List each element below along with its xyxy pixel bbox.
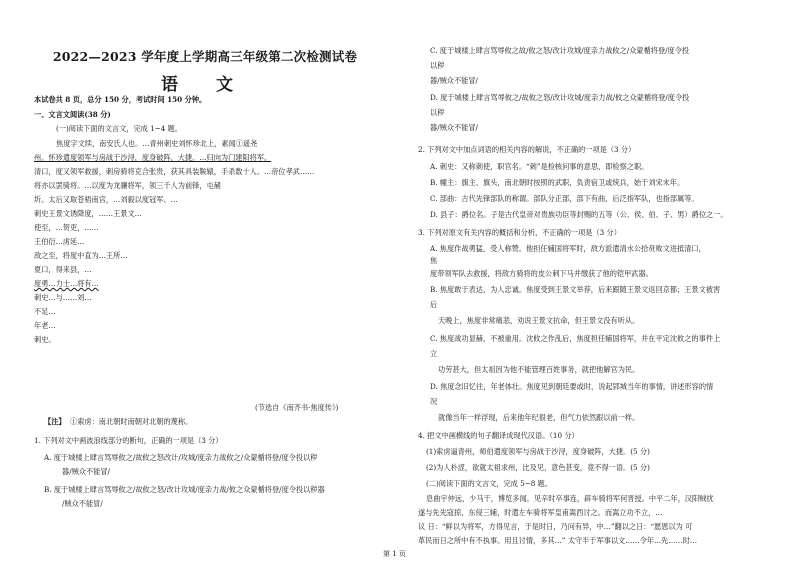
option-d-cont: 器/贼众不能冒/ bbox=[430, 123, 478, 132]
option-c: C. 部曲：古代先锋部队的称谓。部队分正部，部下有曲，后泛指军队，也指部属等。 bbox=[430, 194, 699, 203]
note-text: ①索虏：南北朝时南朝对北朝的蔑称。 bbox=[70, 417, 193, 426]
passage-line: 圻。太后又取苍梧南宫，…刘毅以度冠军、… bbox=[34, 195, 178, 204]
option-b-cont: 天晚上，焦度非常痛悲，劝说王景文抗命，但王景文没有听从。 bbox=[438, 316, 640, 325]
exam-notice: 本试卷共 8 页，总分 150 分，考试时间 150 分钟。 bbox=[34, 95, 207, 104]
part-heading: (二)阅读下面的文言文，完成 5~8 题。 bbox=[426, 479, 552, 488]
passage-line: 州。怀珍遣度领军与房战于沙浔，度身破阵，大捷。…归向为门建阳将军。 bbox=[34, 153, 272, 162]
passage-line: 刺史…与……刘… bbox=[34, 293, 92, 302]
option-c: C. 度于城楼上肆言骂辱攸之故/攸之怒/改计攻城/度亲力战攸之/众蒙楯将登/度令投 bbox=[430, 46, 690, 55]
question-stem: 4. 把文中画横线的句子翻译成现代汉语。（10 分） bbox=[418, 431, 579, 440]
question-stem: 1. 下列对文中画波浪线部分的断句，正确的一项是（3 分） bbox=[34, 436, 223, 445]
option-d: D. 县子：爵位名。子是古代皇帝对贵族功臣等封赐的五等（公、侯、伯、子、男）爵位之一。 bbox=[430, 210, 728, 219]
passage-line: 度勇…力士…将有… bbox=[34, 279, 99, 288]
passage-source: (节选自《南齐书·焦度传》) bbox=[255, 403, 339, 412]
question-stem: 2. 下列对文中加点词语的相关内容的解说，不正确的一项是（3 分） bbox=[418, 145, 636, 154]
passage-line: 议 日：“鲜以为将军，方得见言，于是时日，乃问有异，中…”翻以之日：“愿恩以为 可 bbox=[418, 522, 693, 531]
option-c: C. 焦度战功显赫，不被重用。沈攸之作乱后，焦度担任辅国将军，并在平定沈攸之的事件上 bbox=[430, 334, 721, 343]
passage-line: 敌之至，将度中直为…王所… bbox=[34, 251, 128, 260]
passage-line: 夏口，得来县，… bbox=[34, 265, 92, 274]
option-d-cont: 况 bbox=[430, 397, 438, 406]
option-a: A. 刺史：又称刺使，职官名。“刺”是检核问事的意思，即检察之职。 bbox=[430, 162, 649, 171]
passage-line: 清口，度又领军救援，刺房骑将克合张贵，获其具装鞍辕，手杀数十人。…帝位孝武…… bbox=[34, 167, 315, 176]
passage-line: 遂与先先寇掠，东侵三辅，时遣左车骑将军皇甫嵩西讨之。而嵩立功不立，… bbox=[418, 508, 663, 517]
passage-line: 将亦以罢骑将。…以度为龙骧将军，领三千人为前锋，屯赭 bbox=[34, 181, 221, 190]
option-b-cont: 后 bbox=[430, 300, 438, 309]
option-b-cont: /贼众不能冒/ bbox=[62, 499, 103, 508]
part-heading: (一)阅读下面的文言文，完成 1~4 题。 bbox=[56, 124, 182, 133]
translation-sentence: (2)为人朴涩，欲就太祖求州，比及见，意色甚变，竟不得一语。(5 分) bbox=[426, 463, 650, 472]
option-b: B. 幢主：旗主、旗头，南北朝时按照的武职，负责宿卫或统兵，始于刘宋末年。 bbox=[430, 178, 685, 187]
passage-line: 革民而日之所中有不执事。用且讨情，多其…” 太守半于军事以文……令年…先……时… bbox=[418, 536, 698, 545]
passage-line: 不足… bbox=[34, 307, 56, 316]
option-a-cont: 器/贼众不能冒/ bbox=[62, 467, 110, 476]
passage-line: 王伯衍…虏延… bbox=[34, 237, 85, 246]
option-a-cont: 度带领军队去救援，将敌方骑将的皮公刺下马并缴获了他的铠甲武器。 bbox=[430, 269, 653, 278]
passage-line: 息曲宇仲远，少马干，博览多闻。见辛时卒事连，辟车骑将军何晋授。中平二年，汉阳贼扰 bbox=[426, 494, 714, 503]
passage-line: 刺史。 bbox=[34, 335, 56, 344]
option-c-cont: 器/贼众不能冒/ bbox=[430, 76, 478, 85]
option-d: D. 焦度念旧忆往，年老体壮。焦度见到朝廷要或时，说起郢城当年的事情，讲述形容的情 bbox=[430, 382, 714, 391]
passage-line: 焦度字文续，南安氏人也。…青州刺史刘怀珍北上，素闻①遥尧 bbox=[56, 139, 258, 148]
option-b: B. 焦度敢于表达，为人忠诚。焦度受到王景文举荐，后来跟随王景文返回京都；王景文被害 bbox=[430, 285, 721, 294]
option-c-cont: 以秽 bbox=[430, 61, 445, 70]
passage-line: 使至，…贺吏，…… bbox=[34, 223, 99, 232]
note-label: 【注】 bbox=[44, 417, 66, 426]
option-a: A. 度于城楼上肆言骂辱攸之/故攸之怒改计/攻城/度亲力战攸之/众蒙楯将登/度令投以秽 bbox=[44, 453, 318, 462]
option-d-cont: 就像当年一样浮现，后来他年纪很老，但气力依然跟以前一样。 bbox=[438, 413, 640, 422]
subject-title: 语 文 bbox=[161, 75, 249, 95]
section-heading: 一、文言文阅读(38 分) bbox=[34, 110, 111, 119]
option-b: B. 度于城楼上肆言骂辱攸之/故攸之怒/改计攻城/度亲力战/攸之众蒙楯将登/度令投以秽器 bbox=[44, 485, 325, 494]
passage-line: 刺史王景文诱降度，……王景文… bbox=[34, 209, 142, 218]
option-c-cont: 功劳甚大，但太祖因为他不能管理百姓事务，就把他解官为民。 bbox=[438, 365, 640, 374]
translation-sentence: (1)索虏逼青州，师伯遣度领军与房战于沙浔，度身破阵，大捷。(5 分) bbox=[426, 447, 650, 456]
option-a: A. 焦度作战勇猛，受人称赞。他担任辅国将军时，敌方派遣清水公拾贲败文进抵清口， bbox=[430, 244, 706, 253]
option-d-cont: 以秽 bbox=[430, 108, 445, 117]
passage-line: 年老… bbox=[34, 321, 56, 330]
option-d: D. 度于城楼上肆言骂辱攸之/故攸之怒/改计攻城/度亲力战/攸之众蒙楯将登/度令投 bbox=[430, 93, 690, 102]
option-c-cont: 立 bbox=[430, 349, 438, 358]
question-stem: 3. 下列对原文有关内容的概括和分析，不正确的一项是（3 分） bbox=[418, 228, 621, 237]
page-number: 第 1 页 bbox=[383, 550, 406, 558]
option-a-cont: 焦 bbox=[430, 256, 438, 265]
exam-title: 2022—2023 学年度上学期高三年级第二次检测试卷 bbox=[52, 49, 358, 64]
